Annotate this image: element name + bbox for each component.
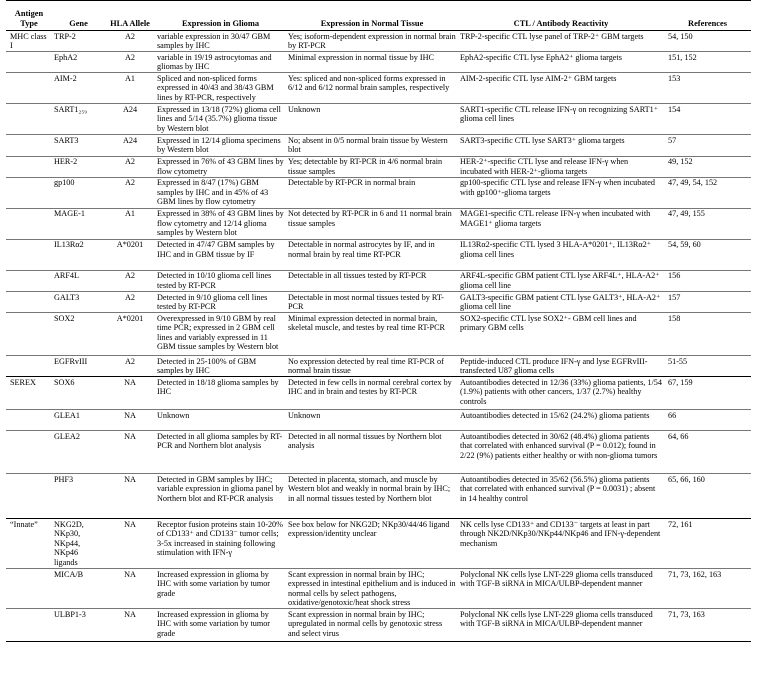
cell-references: 153 bbox=[664, 73, 751, 104]
cell-expression-glioma: variable expression in 30/47 GBM samples by IHC bbox=[155, 31, 286, 52]
cell-ctl-reactivity: IL13Rα2-specific CTL lysed 3 HLA-A*0201⁺, IL13Rα2⁺ glioma cell lines bbox=[458, 239, 664, 270]
cell-references: 54, 59, 60 bbox=[664, 239, 751, 270]
table-row bbox=[6, 208, 751, 239]
cell-gene: ULBP1-3 bbox=[52, 609, 105, 642]
table-row bbox=[6, 239, 751, 270]
cell-ctl-reactivity: AIM-2-specific CTL lyse AIM-2⁺ GBM targets bbox=[458, 73, 664, 104]
cell-hla-allele: A2 bbox=[105, 177, 155, 208]
cell-expression-normal: See box below for NKG2D; NKp30/44/46 ligand expression/identity unclear bbox=[286, 519, 458, 569]
cell-antigen-type bbox=[6, 73, 52, 104]
table-row bbox=[6, 609, 751, 642]
cell-ctl-reactivity: Polyclonal NK cells lyse LNT-229 glioma cells transduced with TGF-B siRNA in MICA/ULBP-dependent manner bbox=[458, 609, 664, 642]
cell-ctl-reactivity: NK cells lyse CD133⁺ and CD133⁻ targets at least in part through NK2D/NKp30/NKp44/NKp46 and IFN-γ-dependent mechanism bbox=[458, 519, 664, 569]
cell-references: 64, 66 bbox=[664, 431, 751, 474]
cell-hla-allele: NA bbox=[105, 609, 155, 642]
cell-gene: NKG2D, NKp30, NKp44, NKp46 ligands bbox=[52, 519, 105, 569]
cell-expression-normal: Unknown bbox=[286, 104, 458, 135]
cell-ctl-reactivity: Autoantibodies detected in 15/62 (24.2%) glioma patients bbox=[458, 410, 664, 431]
cell-ctl-reactivity: HER-2⁺-specific CTL lyse and release IFN-γ when incubated with HER-2⁺-glioma targets bbox=[458, 156, 664, 177]
table-row bbox=[6, 313, 751, 356]
cell-antigen-type bbox=[6, 291, 52, 312]
table-row bbox=[6, 177, 751, 208]
cell-hla-allele: A*0201 bbox=[105, 239, 155, 270]
table-row bbox=[6, 431, 751, 474]
cell-antigen-type bbox=[6, 270, 52, 291]
table-row bbox=[6, 569, 751, 609]
cell-references: 47, 49, 155 bbox=[664, 208, 751, 239]
cell-ctl-reactivity: Autoantibodies detected in 12/36 (33%) glioma patients, 1/54 (1.9%) patients with other cancers, 1/37 (2.7%) healthy controls bbox=[458, 377, 664, 410]
cell-expression-normal: Detectable in most normal tissues tested by RT-PCR bbox=[286, 291, 458, 312]
cell-expression-glioma: variable in 19/19 astrocytomas and gliomas by IHC bbox=[155, 52, 286, 73]
cell-antigen-type bbox=[6, 239, 52, 270]
cell-ctl-reactivity: Autoantibodies detected in 30/62 (48.4%) glioma patients that correlated with enhanced survival (P = 0.012); found in 2/22 (9%) patients either healthy or with non-glioma tumors bbox=[458, 431, 664, 474]
cell-expression-glioma: Detected in GBM samples by IHC; variable expression in glioma panel by Northern blot and RT-PCR analysis bbox=[155, 474, 286, 519]
cell-expression-glioma: Expressed in 13/18 (72%) glioma cell lines and 5/14 (35.7%) glioma tissue by Western blot bbox=[155, 104, 286, 135]
cell-antigen-type bbox=[6, 208, 52, 239]
cell-gene: MICA/B bbox=[52, 569, 105, 609]
cell-gene: SART3 bbox=[52, 135, 105, 156]
cell-gene: HER-2 bbox=[52, 156, 105, 177]
cell-antigen-type bbox=[6, 104, 52, 135]
header-references: References bbox=[688, 18, 727, 28]
table-row bbox=[6, 156, 751, 177]
cell-references: 72, 161 bbox=[664, 519, 751, 569]
cell-gene: MAGE-1 bbox=[52, 208, 105, 239]
cell-expression-normal: Minimal expression in normal tissue by IHC bbox=[286, 52, 458, 73]
cell-ctl-reactivity: GALT3-specific GBM patient CTL lyse GALT3⁺, HLA-A2⁺ glioma cell line bbox=[458, 291, 664, 312]
cell-hla-allele: A*0201 bbox=[105, 313, 155, 356]
cell-expression-glioma: Detected in 9/10 glioma cell lines tested by RT-PCR bbox=[155, 291, 286, 312]
cell-antigen-type bbox=[6, 410, 52, 431]
cell-gene: SOX6 bbox=[52, 377, 105, 410]
table-row bbox=[6, 73, 751, 104]
table-row bbox=[6, 291, 751, 312]
cell-hla-allele: A1 bbox=[105, 73, 155, 104]
cell-expression-normal: Yes; isoform-dependent expression in normal brain by RT-PCR bbox=[286, 31, 458, 52]
cell-gene: SART1₂₅₉ bbox=[52, 104, 105, 135]
table-row bbox=[6, 104, 751, 135]
cell-expression-normal: Scant expression in normal brain by IHC; upregulated in normal cells by genotoxic stress and select virus bbox=[286, 609, 458, 642]
table-row bbox=[6, 270, 751, 291]
cell-hla-allele: NA bbox=[105, 474, 155, 519]
cell-ctl-reactivity: SART1-specific CTL release IFN-γ on recognizing SART1⁺ glioma cell lines bbox=[458, 104, 664, 135]
cell-gene: GALT3 bbox=[52, 291, 105, 312]
cell-hla-allele: A2 bbox=[105, 356, 155, 377]
cell-references: 66 bbox=[664, 410, 751, 431]
cell-gene: IL13Rα2 bbox=[52, 239, 105, 270]
cell-gene: gp100 bbox=[52, 177, 105, 208]
cell-gene: PHF3 bbox=[52, 474, 105, 519]
cell-references: 158 bbox=[664, 313, 751, 356]
cell-antigen-type bbox=[6, 177, 52, 208]
cell-references: 65, 66, 160 bbox=[664, 474, 751, 519]
cell-expression-normal: Detected in few cells in normal cerebral cortex by IHC and in brain and testes by RT-PCR bbox=[286, 377, 458, 410]
cell-hla-allele: NA bbox=[105, 410, 155, 431]
cell-hla-allele: A2 bbox=[105, 52, 155, 73]
cell-gene: GLEA2 bbox=[52, 431, 105, 474]
cell-expression-normal: No expression detected by real time RT-PCR of normal brain tissue bbox=[286, 356, 458, 377]
cell-ctl-reactivity: MAGE1-specific CTL release IFN-γ when incubated with MAGE1⁺ glioma targets bbox=[458, 208, 664, 239]
header-expression-normal: Expression in Normal Tissue bbox=[320, 18, 424, 28]
cell-antigen-type bbox=[6, 156, 52, 177]
cell-hla-allele: A2 bbox=[105, 291, 155, 312]
cell-expression-glioma: Unknown bbox=[155, 410, 286, 431]
cell-expression-glioma: Detected in 25-100% of GBM samples by IHC bbox=[155, 356, 286, 377]
cell-expression-normal: No; absent in 0/5 normal brain tissue by Western blot bbox=[286, 135, 458, 156]
header-antigen-type: Antigen Type bbox=[14, 9, 44, 28]
cell-ctl-reactivity: SOX2-specific CTL lyse SOX2⁺- GBM cell lines and primary GBM cells bbox=[458, 313, 664, 356]
cell-ctl-reactivity: Peptide-induced CTL produce IFN-γ and lyse EGFRvIII-transfected U87 glioma cells bbox=[458, 356, 664, 377]
cell-hla-allele: NA bbox=[105, 519, 155, 569]
cell-hla-allele: A2 bbox=[105, 270, 155, 291]
cell-expression-glioma: Expressed in 12/14 glioma specimens by Western blot bbox=[155, 135, 286, 156]
cell-ctl-reactivity: gp100-specific CTL lyse and release IFN-γ when incubated with gp100⁺-glioma targets bbox=[458, 177, 664, 208]
cell-expression-normal: Yes: spliced and non-spliced forms expressed in 6/12 and 6/12 normal brain samples, respectively bbox=[286, 73, 458, 104]
cell-antigen-type: “Innate” bbox=[6, 519, 52, 569]
cell-expression-glioma: Spliced and non-spliced forms expressed in 40/43 and 38/43 GBM lines by RT-PCR, respectively bbox=[155, 73, 286, 104]
cell-references: 57 bbox=[664, 135, 751, 156]
cell-references: 51-55 bbox=[664, 356, 751, 377]
antigen-table bbox=[6, 0, 751, 642]
cell-expression-glioma: Expressed in 8/47 (17%) GBM samples by IHC and in 45% of 43 GBM lines by flow cytometry bbox=[155, 177, 286, 208]
header-gene: Gene bbox=[69, 18, 88, 28]
cell-expression-normal: Yes; detectable by RT-PCR in 4/6 normal brain tissue samples bbox=[286, 156, 458, 177]
cell-antigen-type bbox=[6, 52, 52, 73]
cell-hla-allele: NA bbox=[105, 431, 155, 474]
cell-references: 47, 49, 54, 152 bbox=[664, 177, 751, 208]
cell-antigen-type bbox=[6, 609, 52, 642]
cell-expression-normal: Detected in all normal tissues by Northern blot analysis bbox=[286, 431, 458, 474]
table-row bbox=[6, 52, 751, 73]
header-hla-allele: HLA Allele bbox=[110, 18, 150, 28]
cell-hla-allele: NA bbox=[105, 569, 155, 609]
cell-expression-normal: Not detected by RT-PCR in 6 and 11 normal brain tissue samples bbox=[286, 208, 458, 239]
cell-expression-glioma: Detected in 47/47 GBM samples by IHC and in GBM tissue by IF bbox=[155, 239, 286, 270]
cell-expression-glioma: Expressed in 76% of 43 GBM lines by flow cytometry bbox=[155, 156, 286, 177]
header-row bbox=[6, 1, 751, 31]
header-ctl-reactivity: CTL / Antibody Reactivity bbox=[513, 18, 609, 28]
cell-gene: GLEA1 bbox=[52, 410, 105, 431]
cell-ctl-reactivity: Autoantibodies detected in 35/62 (56.5%) glioma patients that correlated with enhanced survival (P = 0.0031) ; absent in 14 healthy control bbox=[458, 474, 664, 519]
cell-expression-glioma: Overexpressed in 9/10 GBM by real time PCR; expressed in 2 GBM cell lines and variably expressed in 11 GBM tissue samples by Western blot bbox=[155, 313, 286, 356]
cell-ctl-reactivity: ARF4L-specific GBM patient CTL lyse ARF4L⁺, HLA-A2⁺ glioma cell line bbox=[458, 270, 664, 291]
cell-hla-allele: NA bbox=[105, 377, 155, 410]
cell-ctl-reactivity: Polyclonal NK cells lyse LNT-229 glioma cells transduced with TGF-B siRNA in MICA/ULBP-dependent manner bbox=[458, 569, 664, 609]
cell-references: 157 bbox=[664, 291, 751, 312]
cell-hla-allele: A24 bbox=[105, 104, 155, 135]
cell-references: 156 bbox=[664, 270, 751, 291]
cell-references: 71, 73, 162, 163 bbox=[664, 569, 751, 609]
cell-gene: SOX2 bbox=[52, 313, 105, 356]
table-row bbox=[6, 31, 751, 52]
cell-antigen-type bbox=[6, 431, 52, 474]
cell-expression-glioma: Increased expression in glioma by IHC with some variation by tumor grade bbox=[155, 609, 286, 642]
cell-gene: ARF4L bbox=[52, 270, 105, 291]
cell-references: 67, 159 bbox=[664, 377, 751, 410]
table-row bbox=[6, 135, 751, 156]
cell-references: 154 bbox=[664, 104, 751, 135]
table-row bbox=[6, 377, 751, 410]
cell-expression-normal: Minimal expression detected in normal brain, skeletal muscle, and testes by real time RT-PCR bbox=[286, 313, 458, 356]
cell-expression-normal: Detected in placenta, stomach, and muscle by Western blot and weakly in normal brain by IHC; in all normal tissues tested by Northern blot bbox=[286, 474, 458, 519]
cell-antigen-type bbox=[6, 474, 52, 519]
cell-hla-allele: A2 bbox=[105, 156, 155, 177]
cell-expression-normal: Detectable by RT-PCR in normal brain bbox=[286, 177, 458, 208]
cell-gene: TRP-2 bbox=[52, 31, 105, 52]
cell-ctl-reactivity: TRP-2-specific CTL lyse panel of TRP-2⁺ GBM targets bbox=[458, 31, 664, 52]
cell-antigen-type: MHC class I bbox=[6, 31, 52, 52]
cell-references: 54, 150 bbox=[664, 31, 751, 52]
cell-antigen-type bbox=[6, 313, 52, 356]
cell-expression-glioma: Increased expression in glioma by IHC with some variation by tumor grade bbox=[155, 569, 286, 609]
cell-hla-allele: A1 bbox=[105, 208, 155, 239]
cell-expression-glioma: Detected in all glioma samples by RT-PCR and Northern blot analysis bbox=[155, 431, 286, 474]
cell-gene: EphA2 bbox=[52, 52, 105, 73]
cell-references: 151, 152 bbox=[664, 52, 751, 73]
table-row bbox=[6, 474, 751, 519]
cell-hla-allele: A24 bbox=[105, 135, 155, 156]
table-row bbox=[6, 356, 751, 377]
cell-expression-glioma: Receptor fusion proteins stain 10-20% of CD133⁺ and CD133⁻ tumor cells; 3-5x increased in staining following stimulation with IFN-γ bbox=[155, 519, 286, 569]
cell-antigen-type bbox=[6, 356, 52, 377]
cell-references: 71, 73, 163 bbox=[664, 609, 751, 642]
cell-ctl-reactivity: SART3-specific CTL lyse SART3⁺ glioma targets bbox=[458, 135, 664, 156]
table-row bbox=[6, 519, 751, 569]
cell-antigen-type bbox=[6, 569, 52, 609]
cell-gene: AIM-2 bbox=[52, 73, 105, 104]
cell-expression-normal: Scant expression in normal brain by IHC; expressed in intestinal epithelium and is induced in normal cells by select pathogens, oxidative/genotoxic/heat shock stress bbox=[286, 569, 458, 609]
cell-expression-normal: Detectable in normal astrocytes by IF, and in normal brain by real time RT-PCR bbox=[286, 239, 458, 270]
cell-gene: EGFRvIII bbox=[52, 356, 105, 377]
cell-expression-normal: Unknown bbox=[286, 410, 458, 431]
cell-antigen-type bbox=[6, 135, 52, 156]
table-row bbox=[6, 410, 751, 431]
cell-references: 49, 152 bbox=[664, 156, 751, 177]
cell-expression-normal: Detectable in all tissues tested by RT-PCR bbox=[286, 270, 458, 291]
cell-hla-allele: A2 bbox=[105, 31, 155, 52]
cell-expression-glioma: Detected in 18/18 glioma samples by IHC bbox=[155, 377, 286, 410]
header-expression-glioma: Expression in Glioma bbox=[181, 18, 260, 28]
cell-expression-glioma: Detected in 10/10 glioma cell lines tested by RT-PCR bbox=[155, 270, 286, 291]
cell-ctl-reactivity: EphA2-specific CTL lyse EphA2⁺ glioma targets bbox=[458, 52, 664, 73]
cell-expression-glioma: Expressed in 38% of 43 GBM lines by flow cytometry and 12/14 glioma samples by Western blot bbox=[155, 208, 286, 239]
cell-antigen-type: SEREX bbox=[6, 377, 52, 410]
